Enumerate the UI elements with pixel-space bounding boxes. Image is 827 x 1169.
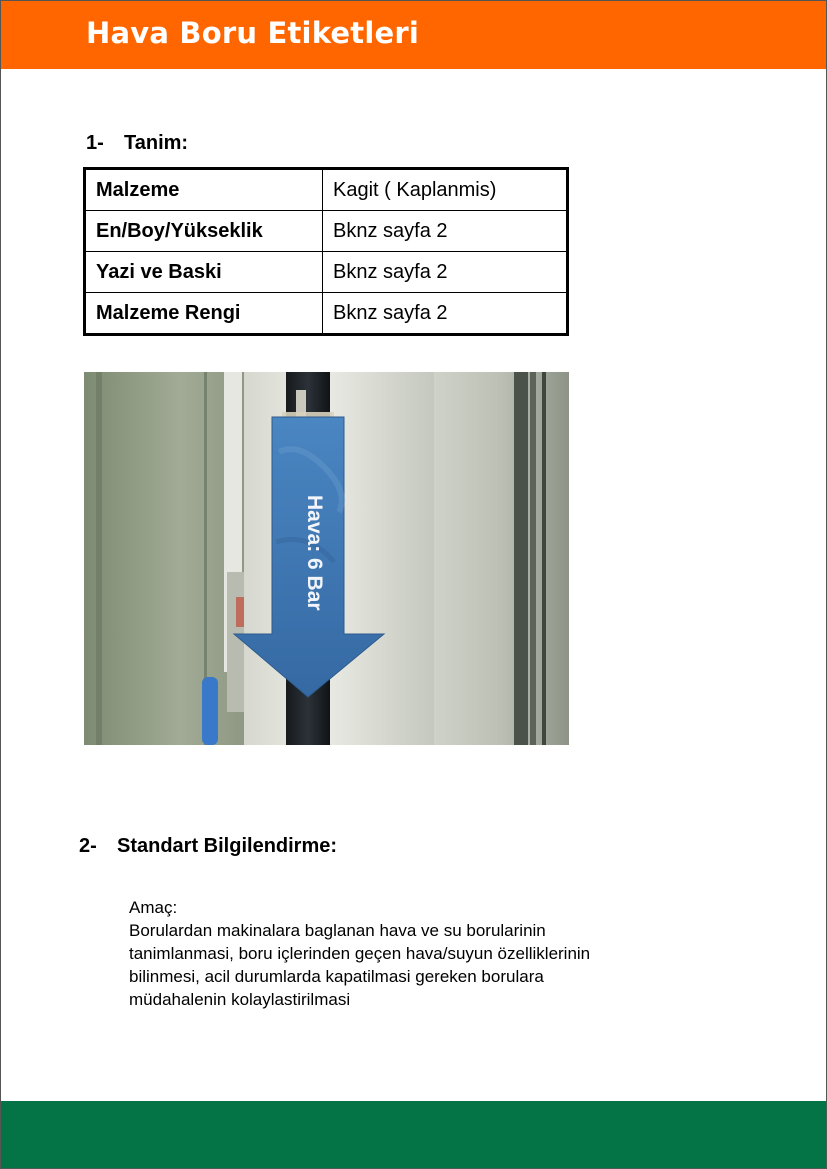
right-cables (514, 372, 528, 745)
table-value: Bknz sayfa 2 (323, 293, 568, 335)
section-1-number: 1- (86, 132, 104, 154)
table-value: Bknz sayfa 2 (323, 211, 568, 252)
spec-table (83, 167, 569, 336)
arrow-label-text: Hava: 6 Bar (303, 495, 326, 611)
table-key: En/Boy/Yükseklik (85, 211, 323, 252)
section-1-title: Tanim: (124, 132, 189, 154)
purpose-text: Borulardan makinalara baglanan hava ve su borularinin tanimlanmasi, boru içlerinden geçen hava/suyun özelliklerinin bilinmesi, acil durumlarda kapatilmasi gereken borulara müdahalenin kolaylastirilmasi (129, 921, 591, 1009)
blue-handle (202, 677, 218, 745)
section-2-title: Standart Bilgilendirme: (117, 835, 338, 857)
table-row (85, 252, 568, 293)
header-bar (1, 1, 826, 69)
table-row (85, 293, 568, 335)
right-panel (434, 372, 569, 745)
table-value: Bknz sayfa 2 (323, 252, 568, 293)
footer-bar (1, 1101, 826, 1168)
table-key: Malzeme (85, 169, 323, 211)
left-panel (84, 372, 244, 745)
purpose-block (129, 896, 599, 1011)
table-key: Yazi ve Baski (85, 252, 323, 293)
page-title: Hava Boru Etiketleri (86, 16, 419, 50)
table-row (85, 169, 568, 211)
table-key: Malzeme Rengi (85, 293, 323, 335)
section-1-heading (86, 132, 188, 155)
section-2-heading (79, 835, 337, 858)
section-2-number: 2- (79, 835, 97, 857)
purpose-label: Amaç: (129, 898, 178, 917)
pipe-label-photo (84, 372, 569, 745)
table-row (85, 211, 568, 252)
table-value: Kagit ( Kaplanmis) (323, 169, 568, 211)
